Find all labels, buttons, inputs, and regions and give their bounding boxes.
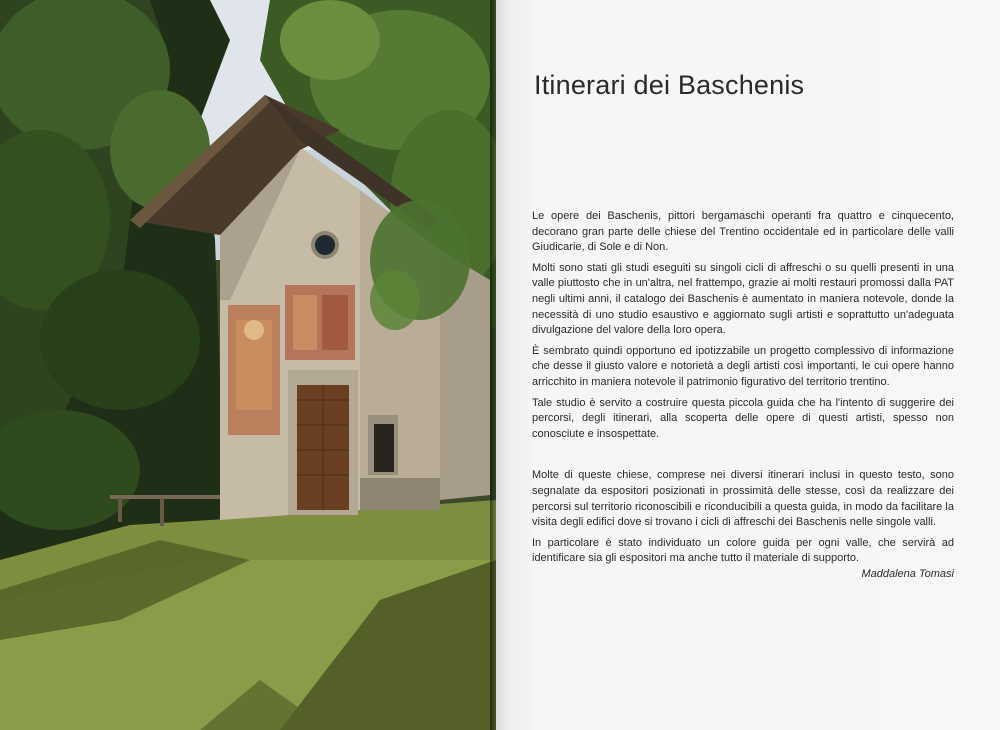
paragraph: Tale studio è servito a costruire questa piccola guida che ha l'intento di suggerire dei percorsi, degli itinerari, alla scoperta delle opere di questi artisti, spesso non conosciute e insospettate.	[532, 396, 954, 440]
chapel-photo	[0, 0, 496, 730]
article-body	[532, 209, 954, 572]
paragraph: È sembrato quindi opportuno ed ipotizzabile un progetto complessivo di informazione che desse il giusto valore e notorietà a degli artisti così importanti, le cui opere hanno arricchito in maniera notevole il patrimonio figurativo del territorio trentino.	[532, 344, 954, 388]
page-title: Itinerari dei Baschenis	[534, 70, 805, 101]
paragraph: In particolare è stato individuato un colore guida per ogni valle, che servirà ad identificare sia gli espositori ma anche tutto il materiale di supporto.	[532, 536, 954, 565]
paragraph: Molte di queste chiese, comprese nei diversi itinerari inclusi in questo testo, sono segnalate da espositori posizionati in prossimità delle stesse, così da realizzare dei percorsi sul territorio riconoscibili e riconducibili a questa guida, in modo da facilitare la visita degli edifici dove si trovano i cicli di affreschi dei Baschenis nelle singole valli.	[532, 469, 954, 529]
text-page	[496, 0, 1000, 730]
paragraph: Le opere dei Baschenis, pittori bergamaschi operanti fra quattro e cinquecento, decorano gran parte delle chiese del Trentino occidentale ed in particolare delle valli Giudicarie, di Sole e di Non.	[532, 210, 954, 254]
author-signature: Maddalena Tomasi	[861, 568, 954, 580]
paragraph: Molti sono stati gli studi eseguiti su singoli cicli di affreschi o su quelli presenti in una valle piuttosto che in un'altra, nel frattempo, grazie ai molti restauri promossi dalla PAT negli ultimi anni, il catalogo dei Baschenis è aumentato in maniera notevole, donde la necessità di uno studio esaustivo e aggiornato sugli artisti e soprattutto un'adeguata divulgazione del valore della loro opera.	[532, 261, 954, 337]
